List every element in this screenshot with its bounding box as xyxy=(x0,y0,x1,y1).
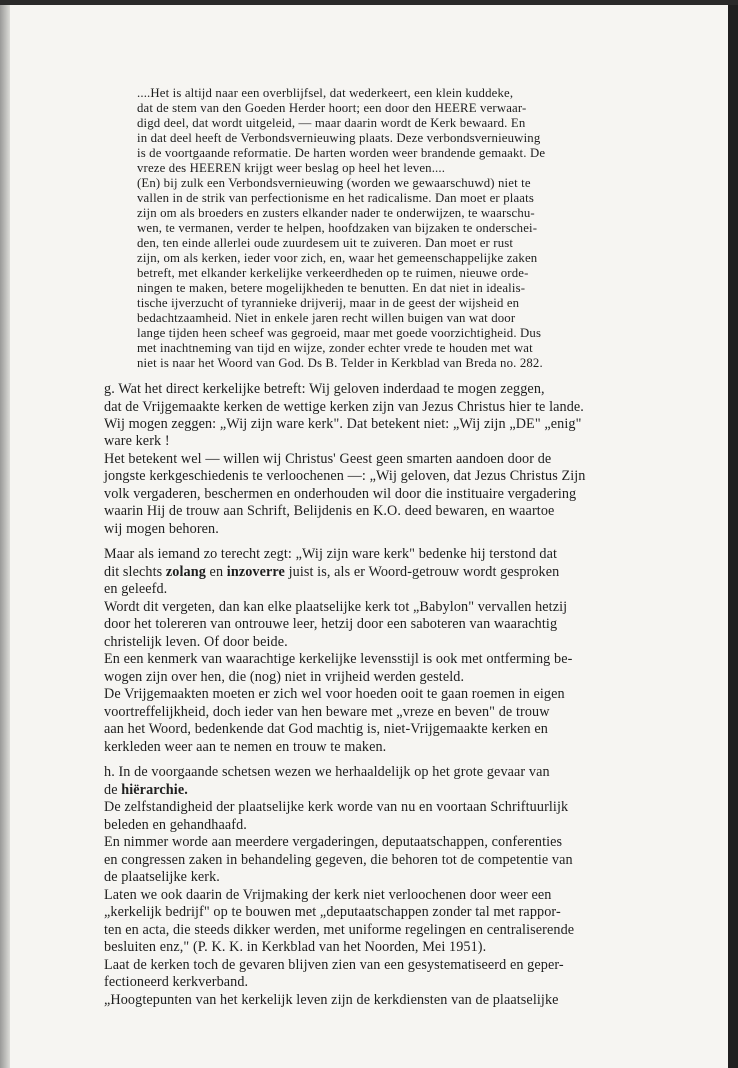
quote-line: dat de stem van den Goeden Herder hoort; een door den HEERE verwaar- xyxy=(137,101,527,115)
body-line: ten en acta, die steeds dikker werden, met uniforme regelingen en centraliserende xyxy=(104,922,575,938)
quote-line: vreze des HEEREN krijgt weer beslag op heel het leven.... xyxy=(137,161,446,175)
quote-line: ningen te maken, betere mogelijkheden te benutten. En dat niet in idealis- xyxy=(137,281,526,295)
quote-line: digd deel, dat wordt uitgeleid, — maar daarin wordt de Kerk bewaard. En xyxy=(137,116,526,130)
body-line: de plaatselijke kerk. xyxy=(104,869,220,885)
body-line: kerkleden weer aan te nemen en trouw te maken. xyxy=(104,739,387,755)
body-line: fectioneerd kerkverband. xyxy=(104,974,249,990)
body-line: ware kerk ! xyxy=(104,433,170,449)
body-line: Wordt dit vergeten, dan kan elke plaatselijke kerk tot „Babylon" vervallen hetzij xyxy=(104,599,568,615)
quote-line: betreft, met elkander kerkelijke verkeerdheden op te ruimen, nieuwe orde- xyxy=(137,266,529,280)
quote-line: in dat deel heeft de Verbondsvernieuwing plaats. Deze verbondsvernieuwing xyxy=(137,131,541,145)
quote-line: bedachtzaamheid. Niet in enkele jaren recht willen buigen van wat door xyxy=(137,311,516,325)
body-line: de hiërarchie. xyxy=(104,782,188,798)
quote-line: zijn om als broeders en zusters elkander nader te onderwijzen, te waarschu- xyxy=(137,206,535,220)
body-line: door het tolereren van ontrouwe leer, hetzij door een saboteren van waarachtig xyxy=(104,616,558,632)
quote-line: met inachtneming van tijd en wijze, zonder echter vrede te houden met wat xyxy=(137,341,533,355)
body-line: wij mogen behoren. xyxy=(104,521,219,537)
body-line: beleden en gehandhaafd. xyxy=(104,817,247,833)
quote-line: den, ten einde allerlei oude zuurdesem uit te zuiveren. Dan moet er rust xyxy=(137,236,514,250)
body-line: besluiten enz," (P. K. K. in Kerkblad van het Noorden, Mei 1951). xyxy=(104,939,487,955)
body-line: Het betekent wel — willen wij Christus' Geest geen smarten aandoen door de xyxy=(104,451,552,467)
body-line: aan het Woord, bedenkende dat God machtig is, niet-Vrijgemaakte kerken en xyxy=(104,721,548,737)
bold-word: zolang xyxy=(165,564,206,580)
quote-line: wen, te vermanen, verder te helpen, hoofdzaken van bijzaken te onderschei- xyxy=(137,221,538,235)
body-line: wogen zijn over hen, die (nog) niet in vrijheid werden gesteld. xyxy=(104,669,465,685)
body-line: Maar als iemand zo terecht zegt: „Wij zijn ware kerk" bedenke hij terstond dat xyxy=(104,546,558,562)
quote-line: ....Het is altijd naar een overblijfsel, dat wederkeert, een klein kuddeke, xyxy=(137,86,514,100)
page-top-edge xyxy=(0,0,738,5)
quote-line: is de voortgaande reformatie. De harten worden weer brandende gemaakt. De xyxy=(137,146,546,160)
body-line: De zelfstandigheid der plaatselijke kerk worde van nu en voortaan Schriftuurlijk xyxy=(104,799,569,815)
body-line: en congressen zaken in behandeling gegeven, die behoren tot de competentie van xyxy=(104,852,573,868)
body-line: dit slechts zolang en inzoverre juist is, als er Woord-getrouw wordt gesproken xyxy=(104,564,560,580)
body-line: h. In de voorgaande schetsen wezen we herhaaldelijk op het grote gevaar van xyxy=(104,764,550,780)
body-line: voortreffelijkheid, doch ieder van hen beware met „vreze en beven" de trouw xyxy=(104,704,550,720)
body-line: g. Wat het direct kerkelijke betreft: Wij geloven inderdaad te mogen zeggen, xyxy=(104,381,545,397)
body-line: En een kenmerk van waarachtige kerkelijke levensstijl is ook met ontferming be- xyxy=(104,651,573,667)
page-spine-shadow xyxy=(0,0,10,1068)
body-line: Laten we ook daarin de Vrijmaking der kerk niet verloochenen door weer een xyxy=(104,887,552,903)
bold-word: inzoverre xyxy=(226,564,285,580)
quote-line: lange tijden heen scheef was gegroeid, maar met goede voorzichtigheid. Dus xyxy=(137,326,542,340)
body-line: en geleefd. xyxy=(104,581,168,597)
page-edge-shadow xyxy=(728,0,738,1068)
body-line: jongste kerkgeschiedenis te verloochenen —: „Wij geloven, dat Jezus Christus Zijn xyxy=(104,468,586,484)
quote-line: niet is naar het Woord van God. Ds B. Telder in Kerkblad van Breda no. 282. xyxy=(137,356,543,370)
bold-word: hiërarchie. xyxy=(121,782,188,798)
body-line: En nimmer worde aan meerdere vergaderingen, deputaatschappen, conferenties xyxy=(104,834,563,850)
quote-line: zijn, om als kerken, ieder voor zich, en, waar het gemeenschappelijke zaken xyxy=(137,251,538,265)
body-line: christelijk leven. Of door beide. xyxy=(104,634,288,650)
body-line: „kerkelijk bedrijf" op te bouwen met „deputaatschappen zonder tal met rappor- xyxy=(104,904,561,920)
body-line: Laat de kerken toch de gevaren blijven zien van een gesystematiseerd en geper- xyxy=(104,957,564,973)
quote-line: tische ijverzucht of tyrannieke drijverij, maar in de geest der wijsheid en xyxy=(137,296,520,310)
body-line: volk vergaderen, beschermen en onderhouden wil door die instituaire vergadering xyxy=(104,486,577,502)
body-line: dat de Vrijgemaakte kerken de wettige kerken zijn van Jezus Christus hier te lande. xyxy=(104,399,584,415)
body-line: waarin Hij de trouw aan Schrift, Belijdenis en K.O. deed bewaren, en waartoe xyxy=(104,503,555,519)
body-line: „Hoogtepunten van het kerkelijk leven zijn de kerkdiensten van de plaatselijke xyxy=(104,992,559,1008)
quote-line: (En) bij zulk een Verbondsvernieuwing (worden we gewaarschuwd) niet te xyxy=(137,176,531,190)
body-line: Wij mogen zeggen: „Wij zijn ware kerk". Dat betekent niet: „Wij zijn „DE" „enig" xyxy=(104,416,582,432)
quote-line: vallen in de strik van perfectionisme en het radicalisme. Dan moet er plaats xyxy=(137,191,534,205)
body-line: De Vrijgemaakten moeten er zich wel voor hoeden ooit te gaan roemen in eigen xyxy=(104,686,565,702)
